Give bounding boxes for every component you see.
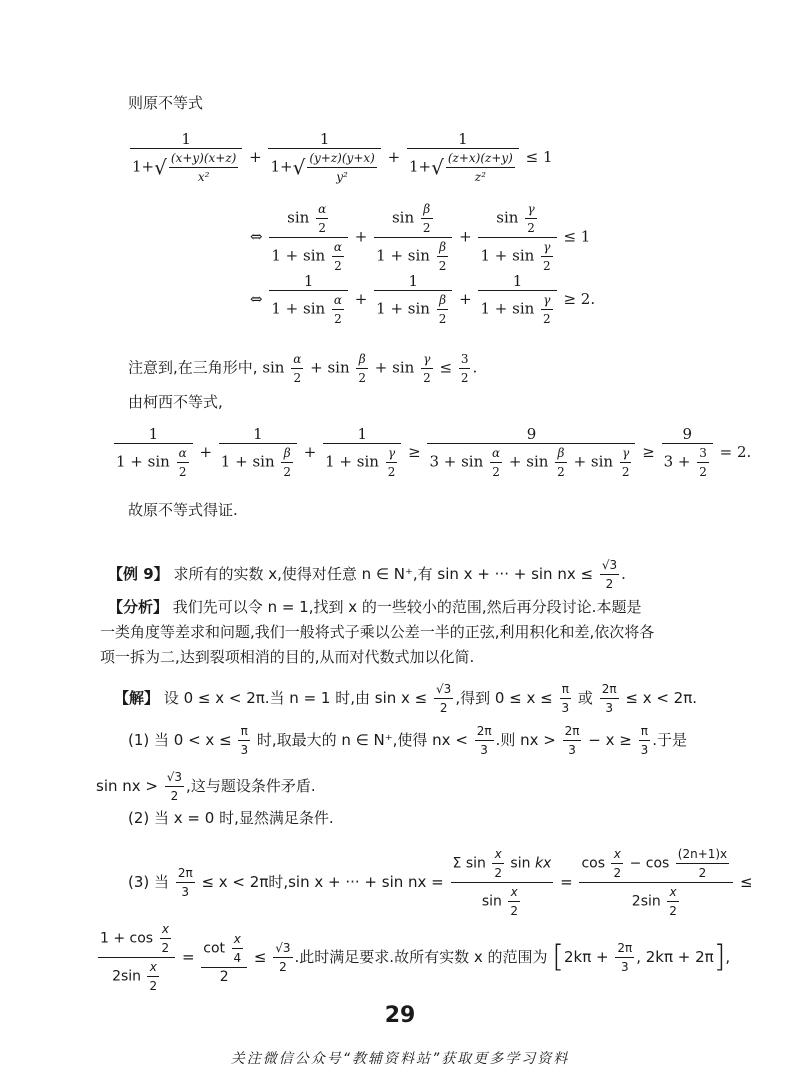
final-text-1: .此时满足要求.故所有实数 x 的范围为 [294,948,548,966]
example-text: 求所有的实数 x,使得对任意 n ∈ N⁺,有 sin x + ··· + sin nx ≤ [173,565,594,583]
final-text-2: , [725,948,731,966]
solution-text-3: 或 [577,689,593,707]
intro-text: 则原不等式 [128,94,204,112]
footer-note: 关注微信公众号“教辅资料站”获取更多学习资料 [230,1051,570,1067]
case-1-text-3: .则 nx > [495,731,556,749]
note-line: 注意到,在三角形中, sin $\frac{\alpha}{2}$ + sin $\frac{\beta}{2}$ + sin $\frac{\gamma}{2}$ ≤ $\frac{3}{2}$ . [128,352,478,385]
page-number: 29 [384,1003,416,1028]
case-1-text-5: .于是 [652,731,687,749]
solution-text-2: ,得到 0 ≤ x ≤ [455,689,553,707]
example-9-line: 【例 9】 求所有的实数 x,使得对任意 n ∈ N⁺,有 sin x + ··· + sin nx ≤ $\frac{√3}{2}$ . [108,558,626,591]
analysis-line-3: 项一拆为二,达到裂项相消的目的,从而对代数式加以化简. [100,648,475,666]
case-1-cont-text-1: sin nx > [96,777,158,795]
solution-tag: 【解】 [114,689,160,707]
inequality-line-1: 1 1+√ $\frac{(x+y)(x+z)}{\text{x²}}$ + 1 1+√ $\frac{(y+z)(y+x)}{\text{y²}}$ + 1 1+√ $\frac{(z+x)(z+y)}{\text{z²}}$ ≤ 1 [132,130,553,184]
proved-text: 故原不等式得证. [128,501,238,519]
case-2-line: (2) 当 x = 0 时,显然满足条件. [128,809,334,827]
case-3-text-1: (3) 当 [128,873,170,891]
case-3-line: (3) 当 $\frac{2\pi}{3}$ ≤ x < 2π时,sin x + ··· + sin nx = Σ sin $\frac{x}{2}$ sin kx sin $\frac{x}{2}$ = cos $\frac{x}{2}$ − cos $\frac{(2n+1)x}{2}$ 2sin $\frac{x}{2}$ ≤ [128,847,753,918]
case-3-text-2: ≤ x < 2π时,sin x + ··· + sin nx = [201,873,444,891]
case-1-text-4: − x ≥ [588,731,632,749]
final-line: 1 + cos $\frac{x}{2}$ 2sin $\frac{x}{2}$ = cot $\frac{x}{4}$ 2 ≤ $\frac{√3}{2}$ .此时满足要求.故所有实数 x 的范围为 [2kπ + $\frac{2\pi}{3}$ , 2kπ + 2π], [100,922,731,993]
cauchy-text: 由柯西不等式, [128,393,223,411]
equivalence-line-2: ⇔ 1 1 + sin $\frac{\alpha}{2}$ + 1 1 + sin $\frac{\beta}{2}$ + 1 1 + sin $\frac{\gamma}{2}$ ≥ 2. [250,272,596,326]
solution-text-1: 设 0 ≤ x < 2π.当 n = 1 时,由 sin x ≤ [163,689,428,707]
equivalence-line-1: ⇔ sin $\frac{\alpha}{2}$ 1 + sin $\frac{\alpha}{2}$ + sin $\frac{\beta}{2}$ 1 + sin $\frac{\beta}{2}$ + sin $\frac{\gamma}{2}$ 1 + sin $\frac{\gamma}{2}$ ≤ 1 [250,202,591,273]
case-1-continuation: sin nx > $\frac{√3}{2}$ ,这与题设条件矛盾. [96,770,316,803]
cauchy-inequality: 1 1 + sin $\frac{\alpha}{2}$ + 1 1 + sin $\frac{\beta}{2}$ + 1 1 + sin $\frac{\gamma}{2}$ ≥ 9 3 + sin $\frac{\alpha}{2}$ + sin $\frac{\beta}{2}$ + sin $\frac{\gamma}{2}$ ≥ 9 3 + $\frac{3}{2}$ = 2. [116,425,752,479]
example-tag: 【例 9】 [108,565,169,583]
case-1-text-2: 时,取最大的 n ∈ N⁺,使得 nx < [256,731,468,749]
analysis-text-1: 我们先可以令 n = 1,找到 x 的一些较小的范围,然后再分段讨论.本题是 [172,598,642,616]
solution-text-4: ≤ x < 2π. [625,689,698,707]
case-1-cont-text-2: ,这与题设条件矛盾. [186,777,316,795]
case-1-line: (1) 当 0 < x ≤ $\frac{\pi}{3}$ 时,取最大的 n ∈ N⁺,使得 nx < $\frac{2\pi}{3}$ .则 nx > $\frac{2\pi}{3}$ − x ≥ $\frac{\pi}{3}$ .于是 [128,724,687,757]
analysis-tag: 【分析】 [108,598,169,616]
solution-line: 【解】 设 0 ≤ x < 2π.当 n = 1 时,由 sin x ≤ $\frac{√3}{2}$ ,得到 0 ≤ x ≤ $\frac{\pi}{3}$ 或 $\frac{2\pi}{3}$ ≤ x < 2π. [114,682,698,715]
analysis-line-2: 一类角度等差求和问题,我们一般将式子乘以公差一半的正弦,利用积化和差,依次将各 [100,623,655,641]
note-text: 注意到,在三角形中, [128,358,258,377]
case-1-text-1: (1) 当 0 < x ≤ [128,731,232,749]
analysis-line-1 [108,597,641,617]
